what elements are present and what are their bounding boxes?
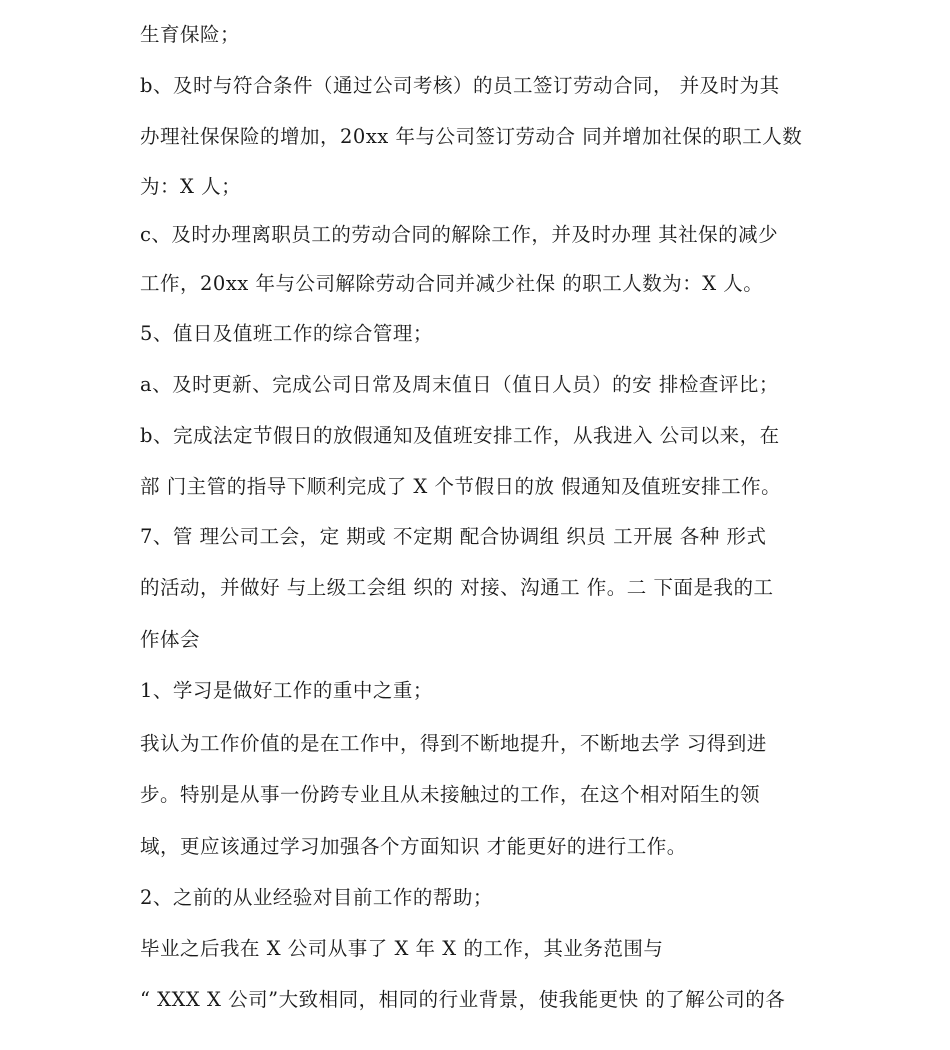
text-line: a、及时更新、完成公司日常及周末值日（值日人员）的安 排检查评比； — [140, 373, 779, 396]
text-line: 工作，20xx 年与公司解除劳动合同并减少社保 的职工人数为：X 人。 — [140, 272, 764, 295]
text-line: 生育保险； — [140, 23, 241, 46]
text-line: 作体会 — [140, 628, 201, 651]
text-line: 步。特别是从事一份跨专业且从未接触过的工作，在这个相对陌生的领 — [140, 783, 761, 806]
text-line: “ XXX X 公司”大致相同，相同的行业背景，使我能更快 的了解公司的各 — [140, 988, 786, 1011]
text-line: 1、学习是做好工作的重中之重； — [140, 679, 433, 702]
text-line: 7、管 理公司工会，定 期或 不定期 配合协调组 织员 工开展 各种 形式 — [140, 525, 767, 548]
text-line: c、及时办理离职员工的劳动合同的解除工作，并及时办理 其社保的减少 — [140, 223, 779, 246]
text-line: 为：X 人； — [140, 175, 242, 198]
text-line: 域，更应该通过学习加强各个方面知识 才能更好的进行工作。 — [140, 835, 687, 858]
text-line: 毕业之后我在 X 公司从事了 X 年 X 的工作，其业务范围与 — [140, 937, 664, 960]
text-line: 5、值日及值班工作的综合管理； — [140, 322, 433, 345]
text-line: 的活动，并做好 与上级工会组 织的 对接、沟通工 作。二 下面是我的工 — [140, 576, 774, 599]
text-line: 部 门主管的指导下顺利完成了 X 个节假日的放 假通知及值班安排工作。 — [140, 475, 782, 498]
text-line: b、完成法定节假日的放假通知及值班安排工作，从我进入 公司以来，在 — [140, 424, 780, 447]
text-line: 办理社保保险的增加，20xx 年与公司签订劳动合 同并增加社保的职工人数 — [140, 125, 803, 148]
text-line: 2、之前的从业经验对目前工作的帮助； — [140, 886, 493, 909]
text-line: b、及时与符合条件（通过公司考核）的员工签订劳动合同， 并及时为其 — [140, 74, 780, 97]
text-line: 我认为工作价值的是在工作中，得到不断地提升，不断地去学 习得到进 — [140, 732, 767, 755]
